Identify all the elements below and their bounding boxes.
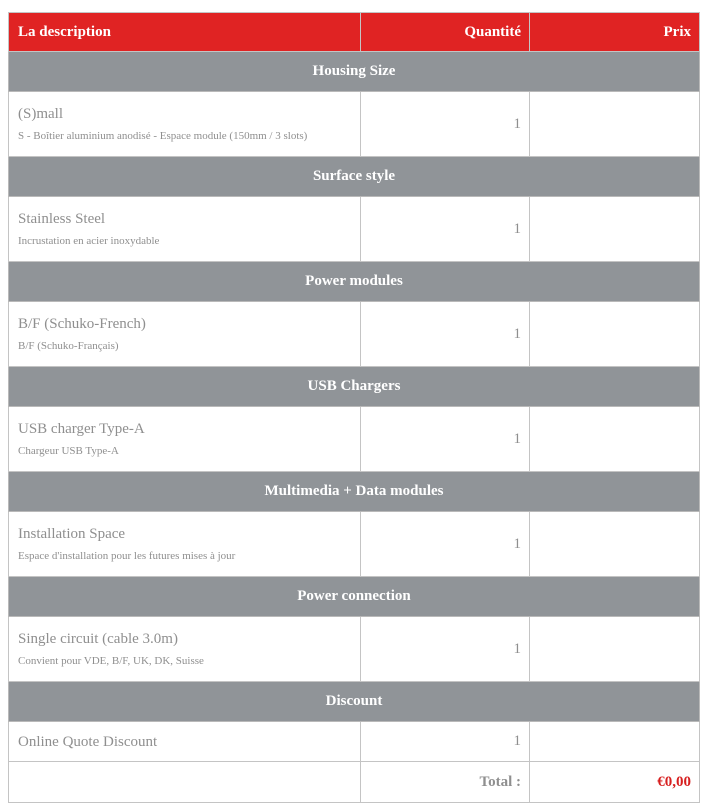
table-header-row bbox=[9, 13, 700, 52]
item-detail: Incrustation en acier inoxydable bbox=[18, 235, 160, 247]
quote-table bbox=[8, 12, 700, 803]
item-quantity: 1 bbox=[361, 197, 530, 262]
table-row bbox=[9, 92, 700, 157]
item-price bbox=[530, 407, 700, 472]
item-detail: Chargeur USB Type-A bbox=[18, 445, 119, 457]
item-price bbox=[530, 617, 700, 682]
table-row bbox=[9, 722, 700, 762]
section-title: Power modules bbox=[9, 262, 700, 302]
item-name: Single circuit (cable 3.0m) bbox=[18, 631, 178, 647]
section-title: USB Chargers bbox=[9, 367, 700, 407]
table-row bbox=[9, 407, 700, 472]
item-price bbox=[530, 92, 700, 157]
total-label: Total : bbox=[361, 762, 530, 803]
section-header-discount bbox=[9, 682, 700, 722]
quote-summary bbox=[8, 12, 699, 803]
column-header-quantity: Quantité bbox=[361, 13, 530, 52]
item-price bbox=[530, 722, 700, 762]
item-name: (S)mall bbox=[18, 106, 63, 122]
section-title: Multimedia + Data modules bbox=[9, 472, 700, 512]
column-header-price: Prix bbox=[530, 13, 700, 52]
section-title: Housing Size bbox=[9, 52, 700, 92]
item-price bbox=[530, 512, 700, 577]
section-header-power-connection bbox=[9, 577, 700, 617]
item-name: USB charger Type-A bbox=[18, 421, 145, 437]
section-title: Discount bbox=[9, 682, 700, 722]
item-name: Stainless Steel bbox=[18, 211, 106, 227]
total-spacer-cell bbox=[9, 762, 361, 803]
section-header-housing-size bbox=[9, 52, 700, 92]
total-value: €0,00 bbox=[530, 762, 700, 803]
item-quantity: 1 bbox=[361, 407, 530, 472]
column-header-description: La description bbox=[9, 13, 361, 52]
item-price bbox=[530, 197, 700, 262]
item-description-cell bbox=[9, 407, 361, 472]
item-quantity: 1 bbox=[361, 302, 530, 367]
table-row bbox=[9, 512, 700, 577]
table-row bbox=[9, 617, 700, 682]
item-price bbox=[530, 302, 700, 367]
item-quantity: 1 bbox=[361, 92, 530, 157]
section-header-usb-chargers bbox=[9, 367, 700, 407]
item-name: Online Quote Discount bbox=[18, 733, 158, 750]
item-quantity: 1 bbox=[361, 617, 530, 682]
item-description-cell bbox=[9, 302, 361, 367]
section-title: Power connection bbox=[9, 577, 700, 617]
item-name: B/F (Schuko-French) bbox=[18, 316, 146, 332]
section-header-multimedia-data-modules bbox=[9, 472, 700, 512]
item-description-cell bbox=[9, 617, 361, 682]
section-header-power-modules bbox=[9, 262, 700, 302]
section-header-surface-style bbox=[9, 157, 700, 197]
item-quantity: 1 bbox=[361, 722, 530, 762]
table-row bbox=[9, 302, 700, 367]
item-description-cell bbox=[9, 512, 361, 577]
item-description-cell bbox=[9, 197, 361, 262]
item-detail: Convient pour VDE, B/F, UK, DK, Suisse bbox=[18, 655, 204, 667]
item-detail: S - Boîtier aluminium anodisé - Espace module (150mm / 3 slots) bbox=[18, 130, 308, 142]
item-detail: Espace d'installation pour les futures mises à jour bbox=[18, 550, 236, 562]
item-name: Installation Space bbox=[18, 526, 126, 542]
item-description-cell bbox=[9, 722, 361, 762]
section-title: Surface style bbox=[9, 157, 700, 197]
item-description-cell bbox=[9, 92, 361, 157]
total-row bbox=[9, 762, 700, 803]
item-detail: B/F (Schuko-Français) bbox=[18, 340, 119, 352]
item-quantity: 1 bbox=[361, 512, 530, 577]
table-row bbox=[9, 197, 700, 262]
